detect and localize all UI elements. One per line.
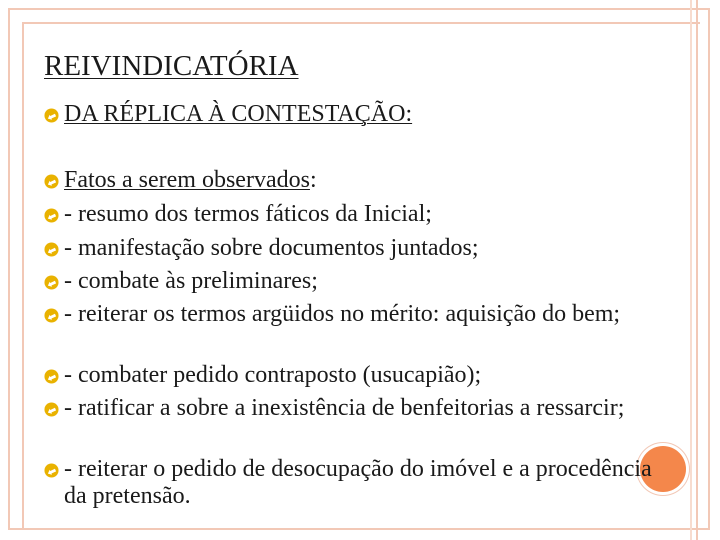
bullet-icon bbox=[44, 108, 59, 123]
list-item-text: - ratificar a sobre a inexistência de benfeitorias a ressarcir; bbox=[64, 395, 625, 421]
list-item bbox=[44, 268, 318, 295]
list-item-text: - combater pedido contraposto (usucapião); bbox=[64, 362, 482, 388]
bullet-icon bbox=[44, 174, 59, 189]
bullet-icon bbox=[44, 308, 59, 323]
bullet-icon bbox=[44, 369, 59, 384]
list-item-text: - manifestação sobre documentos juntados; bbox=[64, 235, 479, 261]
subtitle-text: DA RÉPLICA À CONTESTAÇÃO: bbox=[64, 101, 413, 127]
list-item-text: - resumo dos termos fáticos da Inicial; bbox=[64, 201, 432, 227]
facts-heading-item bbox=[44, 167, 317, 194]
slide-title: REIVINDICATÓRIA bbox=[44, 50, 299, 82]
list-item-text: - reiterar os termos argüidos no mérito: aquisição do bem; bbox=[64, 301, 621, 327]
bullet-icon bbox=[44, 242, 59, 257]
decorative-rule bbox=[690, 0, 692, 540]
bullet-icon bbox=[44, 463, 59, 478]
list-item bbox=[44, 201, 432, 228]
bullet-icon bbox=[44, 275, 59, 290]
decorative-rule bbox=[696, 0, 698, 540]
bullet-icon bbox=[44, 402, 59, 417]
facts-heading-suffix: : bbox=[309, 167, 317, 193]
subtitle-item bbox=[44, 101, 412, 128]
list-item bbox=[44, 301, 664, 328]
bullet-icon bbox=[44, 208, 59, 223]
list-item-text: - combate às preliminares; bbox=[64, 268, 318, 294]
facts-heading: Fatos a serem observados bbox=[64, 167, 310, 193]
list-item-text: - reiterar o pedido de desocupação do imóvel e a procedência da pretensão. bbox=[64, 456, 652, 509]
list-item bbox=[44, 362, 481, 389]
list-item bbox=[44, 456, 664, 510]
list-item bbox=[44, 235, 479, 262]
list-item bbox=[44, 395, 664, 422]
